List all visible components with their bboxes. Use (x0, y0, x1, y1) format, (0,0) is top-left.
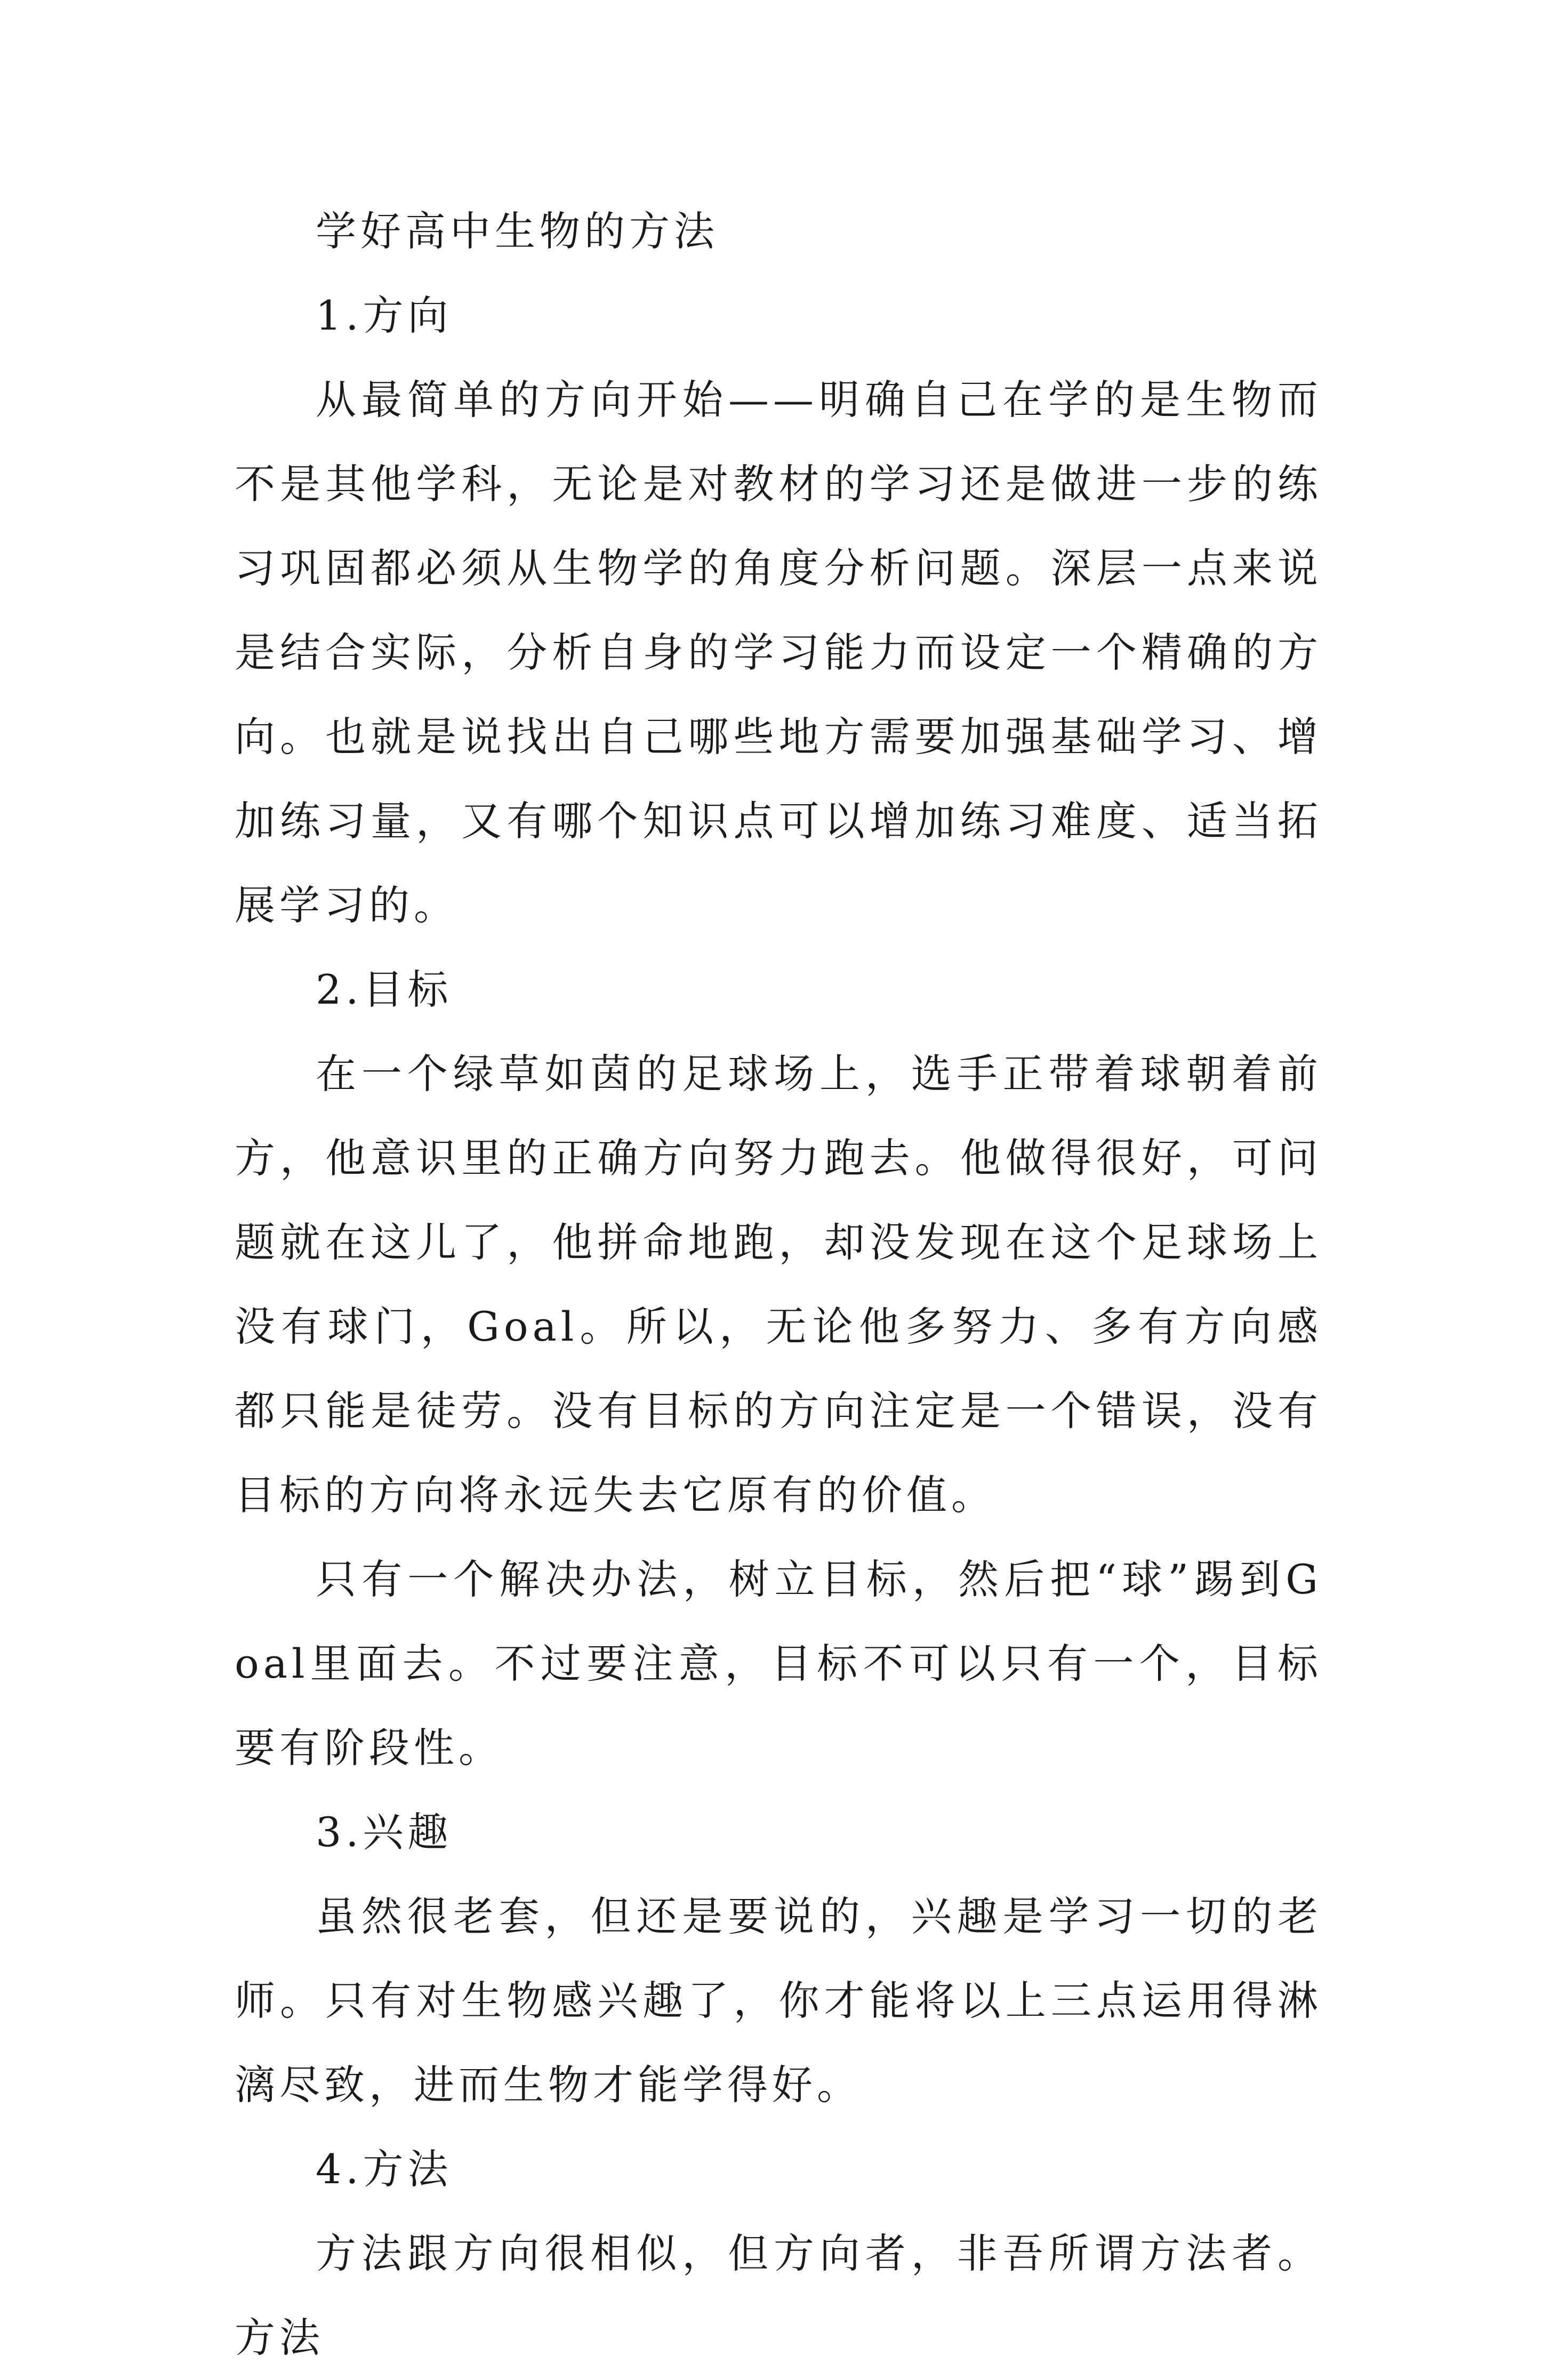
paragraph-interest: 虽然很老套，但还是要说的，兴趣是学习一切的老师。只有对生物感兴趣了，你才能将以上三点运用得淋漓尽致，进而生物才能学得好。 (235, 1893, 1322, 2109)
paragraph-method: 方法跟方向很相似，但方向者，非吾所谓方法者。方法 (235, 2230, 1322, 2361)
paragraph-goal-solution: 只有一个解决办法，树立目标，然后把“球”踢到Goal里面去。不过要注意，目标不可以只有一个，目标要有阶段性。 (235, 1556, 1322, 1772)
section-heading-method: 4.方法 (316, 2145, 453, 2193)
document-body (235, 189, 1322, 2380)
section-heading-goal: 2.目标 (316, 966, 453, 1013)
document-title: 学好高中生物的方法 (316, 207, 719, 255)
section-heading-interest: 3.兴趣 (316, 1808, 453, 1856)
paragraph-direction: 从最简单的方向开始——明确自己在学的是生物而不是其他学科，无论是对教材的学习还是做进一步的练习巩固都必须从生物学的角度分析问题。深层一点来说是结合实际，分析自身的学习能力而设定一个精确的方向。也就是说找出自己哪些地方需要加强基础学习、增加练习量，又有哪个知识点可以增加练习难度、适当拓展学习的。 (235, 376, 1322, 929)
section-heading-direction: 1.方向 (316, 292, 453, 339)
paragraph-goal: 在一个绿草如茵的足球场上，选手正带着球朝着前方，他意识里的正确方向努力跑去。他做得很好，可问题就在这儿了，他拼命地跑，却没发现在这个足球场上没有球门，Goal。所以，无论他多努力、多有方向感都只能是徒劳。没有目标的方向注定是一个错误，没有目标的方向将永远失去它原有的价值。 (235, 1050, 1322, 1519)
